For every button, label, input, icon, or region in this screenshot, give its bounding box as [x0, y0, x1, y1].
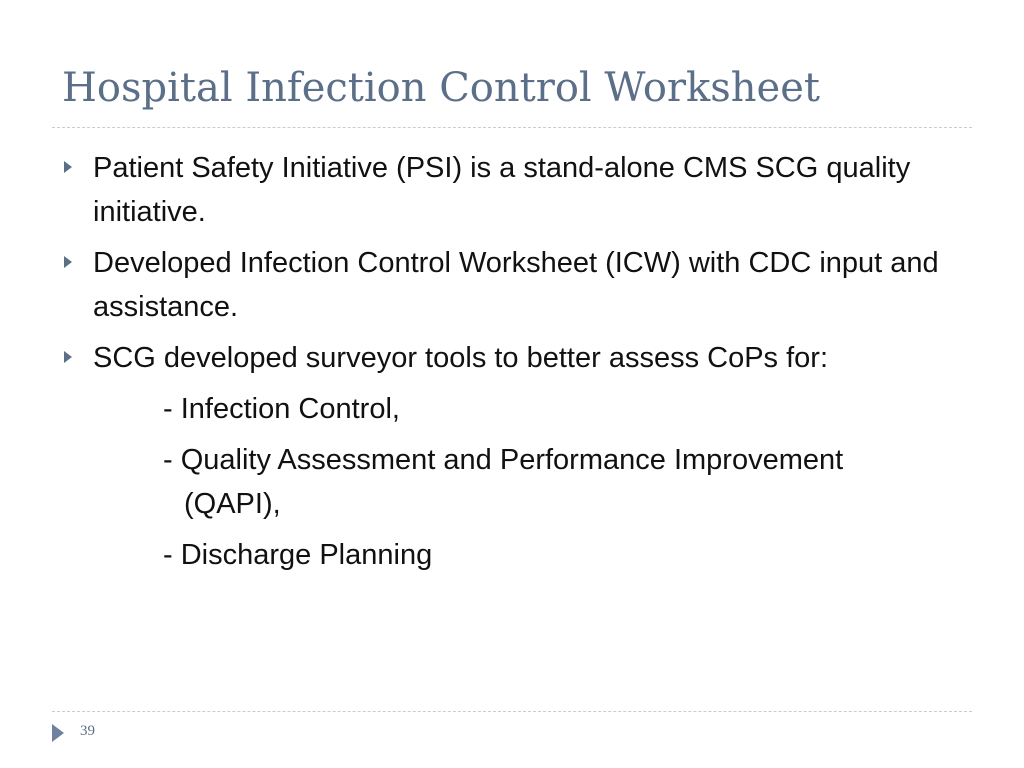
- triangle-right-icon: [64, 351, 72, 363]
- bullet-item: [64, 146, 964, 234]
- triangle-right-icon: [52, 724, 64, 742]
- footer-divider: [52, 711, 972, 712]
- title-divider: [52, 127, 972, 128]
- bullet-item: [64, 241, 964, 329]
- bullet-item: [64, 336, 964, 380]
- page-number: 39: [80, 723, 95, 739]
- sub-item: - Discharge Planning: [163, 539, 433, 571]
- bullet-list: [64, 146, 964, 584]
- bullet-text: SCG developed surveyor tools to better assess CoPs for:: [93, 342, 829, 374]
- sub-item: - Quality Assessment and Performance Improvement (QAPI),: [163, 444, 844, 520]
- triangle-right-icon: [64, 256, 72, 268]
- bullet-text: Patient Safety Initiative (PSI) is a stand-alone CMS SCG quality initiative.: [93, 152, 911, 228]
- slide-title: Hospital Infection Control Worksheet: [62, 65, 820, 111]
- sub-item: - Infection Control,: [163, 393, 400, 425]
- bullet-text: Developed Infection Control Worksheet (ICW) with CDC input and assistance.: [93, 247, 939, 323]
- triangle-right-icon: [64, 161, 72, 173]
